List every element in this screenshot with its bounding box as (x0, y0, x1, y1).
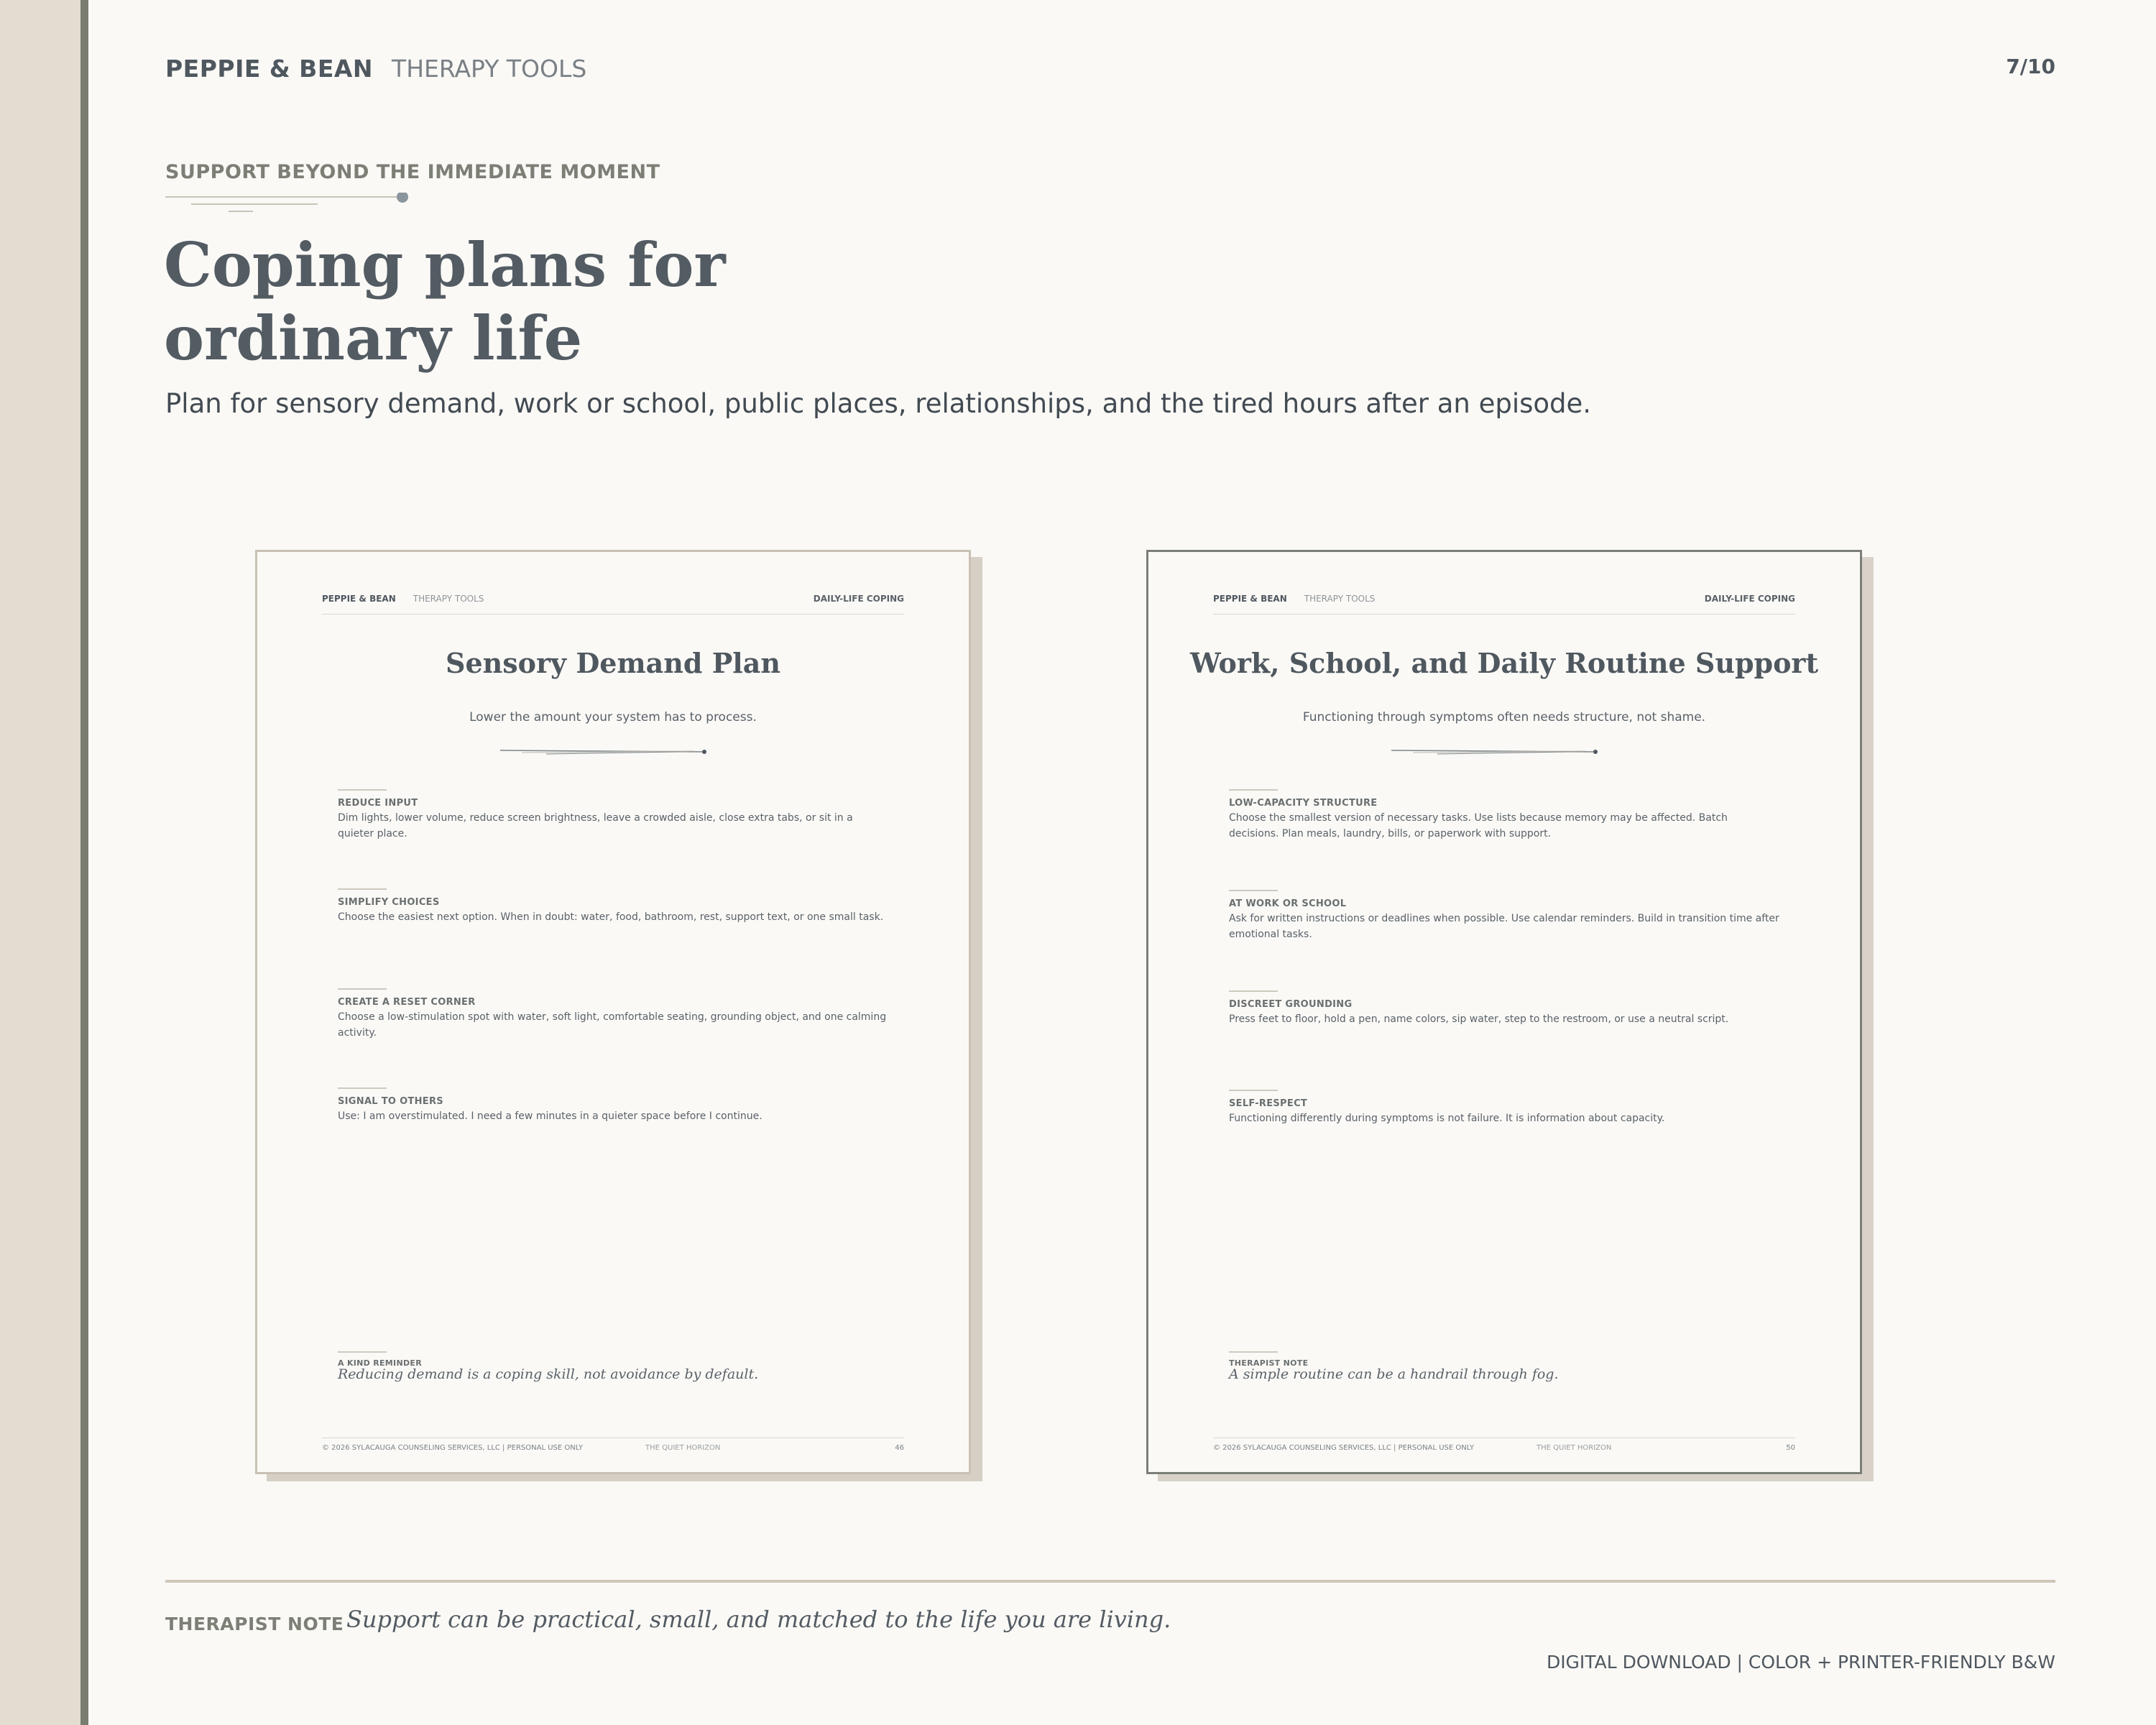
section-text: Functioning differently during symptoms is not failure. It is information about capacity. (1229, 1112, 1665, 1124)
section-text: Choose the easiest next option. When in doubt: water, food, bathroom, rest, support text, or one small task. (338, 911, 884, 923)
section-label: DISCREET GROUNDING (1229, 998, 1353, 1010)
footer-divider (165, 1580, 2055, 1583)
page-title-line-1: Coping plans for (164, 229, 726, 300)
worksheet-brand: PEPPIE & BEAN (1213, 594, 1287, 604)
footer-copyright: © 2026 SYLACAUGA COUNSELING SERVICES, LLC | PERSONAL USE ONLY (322, 1444, 584, 1452)
worksheet-section (338, 888, 888, 925)
footer-page-number: 50 (1786, 1444, 1795, 1452)
section-label: CREATE A RESET CORNER (338, 996, 476, 1008)
worksheet-reminder (1229, 1351, 1779, 1382)
worksheet-section (1229, 890, 1779, 942)
page-title-line-2: ordinary life (164, 303, 583, 374)
footer-page-number: 46 (895, 1444, 904, 1452)
sidebar-band (0, 0, 80, 1725)
worksheet-reminder (338, 1351, 888, 1382)
worksheet-preview-work-school (1146, 550, 1862, 1474)
download-info: DIGITAL DOWNLOAD | COLOR + PRINTER-FRIENDLY B&W (1546, 1652, 2055, 1673)
section-text: Choose the smallest version of necessary tasks. Use lists because memory may be affected. Batch decisions. Plan meals, laundry, bills, or paperwork with support. (1229, 811, 1728, 840)
worksheet-header (322, 594, 904, 615)
footer-series: THE QUIET HORIZON (1537, 1444, 1612, 1452)
section-text: Dim lights, lower volume, reduce screen brightness, leave a crowded aisle, close extra tabs, or sit in a quieter place. (338, 811, 853, 840)
worksheet-ornament (500, 746, 709, 758)
worksheet-tagline: THERAPY TOOLS (1304, 594, 1376, 604)
brand-tagline: THERAPY TOOLS (392, 55, 587, 83)
section-label: SELF-RESPECT (1229, 1098, 1308, 1109)
footer-series: THE QUIET HORIZON (645, 1444, 721, 1452)
worksheet-section (1229, 990, 1779, 1027)
worksheet-section (338, 988, 888, 1041)
section-label: LOW-CAPACITY STRUCTURE (1229, 797, 1378, 809)
worksheet-ornament (1391, 746, 1600, 758)
section-text: Choose a low-stimulation spot with water, soft light, comfortable seating, grounding object, and one calming activity. (338, 1011, 887, 1039)
page-title (164, 229, 954, 375)
reminder-text: A simple routine can be a handrail through fog. (1229, 1366, 1559, 1382)
section-label: SIMPLIFY CHOICES (338, 896, 440, 908)
worksheet-tagline: THERAPY TOOLS (413, 594, 484, 604)
section-text: Ask for written instructions or deadlines when possible. Use calendar reminders. Build in transition time after emotional tasks. (1229, 912, 1779, 940)
reminder-text: Reducing demand is a coping skill, not avoidance by default. (338, 1366, 759, 1382)
worksheet-footer (322, 1438, 904, 1454)
section-text: Press feet to floor, hold a pen, name colors, sip water, step to the restroom, or use a neutral script. (1229, 1013, 1729, 1025)
worksheet-section (338, 789, 888, 842)
reminder-label: A KIND REMINDER (338, 1358, 422, 1368)
therapist-note-text: Support can be practical, small, and matched to the life you are living. (346, 1606, 1171, 1633)
worksheet-preview-sensory-demand (255, 550, 971, 1474)
brand-header (165, 55, 586, 83)
worksheet-category: DAILY-LIFE COPING (813, 594, 904, 604)
worksheet-category: DAILY-LIFE COPING (1704, 594, 1795, 604)
worksheet-section (1229, 1090, 1779, 1126)
worksheet-brand: PEPPIE & BEAN (322, 594, 396, 604)
page-indicator: 7/10 (2006, 55, 2055, 78)
section-label: SIGNAL TO OTHERS (338, 1095, 443, 1107)
worksheet-subtitle: Functioning through symptoms often needs structure, not shame. (1302, 710, 1706, 724)
worksheet-title: Work, School, and Daily Routine Support (1189, 647, 1819, 679)
section-text: Use: I am overstimulated. I need a few minutes in a quieter space before I continue. (338, 1110, 763, 1122)
footer-copyright: © 2026 SYLACAUGA COUNSELING SERVICES, LLC | PERSONAL USE ONLY (1213, 1444, 1475, 1452)
section-eyebrow: SUPPORT BEYOND THE IMMEDIATE MOMENT (165, 161, 660, 183)
worksheet-subtitle: Lower the amount your system has to process. (469, 710, 757, 724)
brand-name: PEPPIE & BEAN (165, 55, 374, 83)
section-label: REDUCE INPUT (338, 797, 418, 809)
worksheet-footer (1213, 1438, 1795, 1454)
decorative-line-ornament (165, 193, 410, 221)
therapist-note-label: THERAPIST NOTE (165, 1614, 344, 1634)
section-label: AT WORK OR SCHOOL (1229, 898, 1347, 909)
page-subtitle: Plan for sensory demand, work or school, public places, relationships, and the tired hours after an episode. (165, 388, 1592, 419)
worksheet-header (1213, 594, 1795, 615)
worksheet-section (1229, 789, 1779, 842)
worksheet-title: Sensory Demand Plan (446, 647, 780, 679)
reminder-label: THERAPIST NOTE (1229, 1358, 1309, 1368)
worksheet-section (338, 1087, 888, 1124)
sidebar-rule (80, 0, 88, 1725)
